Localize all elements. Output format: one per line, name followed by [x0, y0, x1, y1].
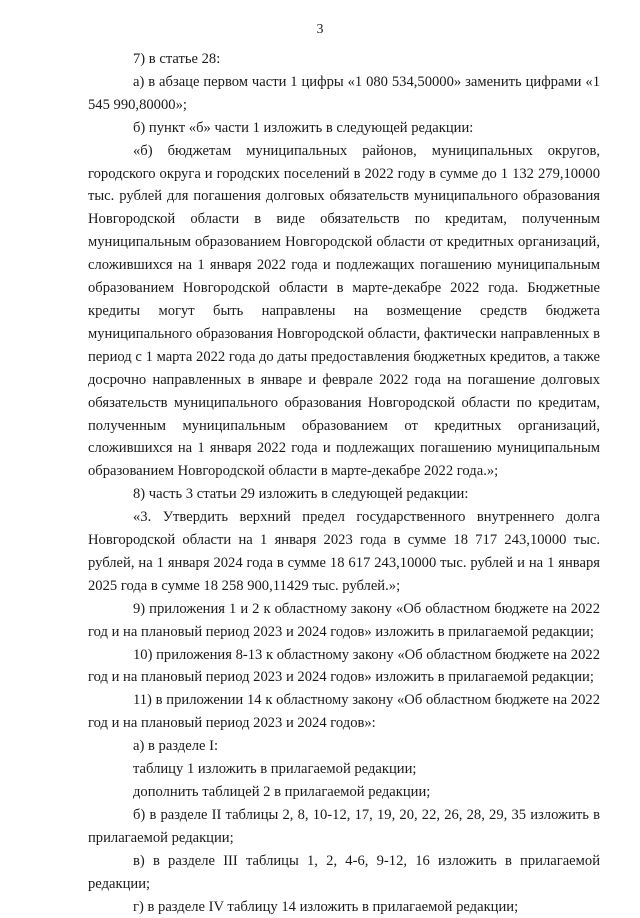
paragraph-28-b: б) пункт «б» части 1 изложить в следующей редакции: — [133, 119, 474, 136]
paragraph-article-28: 7) в статье 28: — [133, 51, 221, 67]
paragraph-11-b: б) в разделе II таблицы 2, 8, 10-12, 17, 19, 20, 22, 26, 28, 29, 35 изложить в прилагаемой редакции; — [88, 806, 600, 846]
paragraph-11-c: в) в разделе III таблицы 1, 2, 4-6, 9-12, 16 изложить в прилагаемой редакции; — [88, 852, 600, 892]
paragraph-29-text: «3. Утвердить верхний предел государственного внутреннего долга Новгородской области на 1 января 2023 года в сумме 18 717 243,10000 тыс. рублей, на 1 января 2024 года в сумме 18 617 243,10000 тыс. рублей и на 1 января 2025 года в сумме 18 258 900,11429 тыс. рублей.»; — [88, 509, 600, 594]
paragraph-11-a-table2: дополнить таблицей 2 в прилагаемой редакции; — [133, 784, 431, 800]
paragraph-28-b-text: «б) бюджетам муниципальных районов, муниципальных округов, городского округа и городских поселений в 2022 году в сумме до 1 132 279,10000 тыс. рублей для погашения долговых обязательств муниципального образования Новгородской области в виде обязательств по кредитам, полученным муниципальным образованием Новгородской области от кредитных организаций, сложившихся на 1 января 2022 года и подлежащих погашению муниципальным образованием Новгородской области в марте-декабре 2022 года. Бюджетные кредиты могут быть направлены на возмещение средств бюджета муниципального образования Новгородской области, фактически направленных в период с 1 марта 2022 года до даты предоставления бюджетных кредитов, а также досрочно направленных в январе и феврале 2022 года на погашение долговых обязательств муниципального образования Новгородской области по кредитам, полученным муниципальным образованием от кредитных организаций, сложившихся на 1 января 2022 года и подлежащих погашению муниципальным образованием Новгородской области в марте-декабре 2022 года.»; — [88, 142, 600, 480]
paragraph-article-29: 8) часть 3 статьи 29 изложить в следующей редакции: — [133, 486, 469, 503]
paragraph-11-d: г) в разделе IV таблицу 14 изложить в прилагаемой редакции; — [133, 898, 519, 915]
document-body — [88, 48, 600, 918]
paragraph-11-a-table1: таблицу 1 изложить в прилагаемой редакции; — [133, 761, 417, 778]
paragraph-28-a: а) в абзаце первом части 1 цифры «1 080 534,50000» заменить цифрами «1 545 990,80000»; — [88, 73, 600, 113]
paragraph-item-9: 9) приложения 1 и 2 к областному закону «Об областном бюджете на 2022 год и на плановый период 2023 и 2024 годов» изложить в прилагаемой редакции; — [88, 600, 600, 640]
paragraph-item-11: 11) в приложении 14 к областному закону «Об областном бюджете на 2022 год и на плановый период 2023 и 2024 годов»: — [88, 692, 600, 732]
paragraph-item-10: 10) приложения 8-13 к областному закону «Об областном бюджете на 2022 год и на плановый период 2023 и 2024 годов» изложить в прилагаемой редакции; — [88, 646, 600, 686]
paragraph-11-a: а) в разделе I: — [133, 738, 219, 755]
page-number: 3 — [316, 22, 324, 37]
